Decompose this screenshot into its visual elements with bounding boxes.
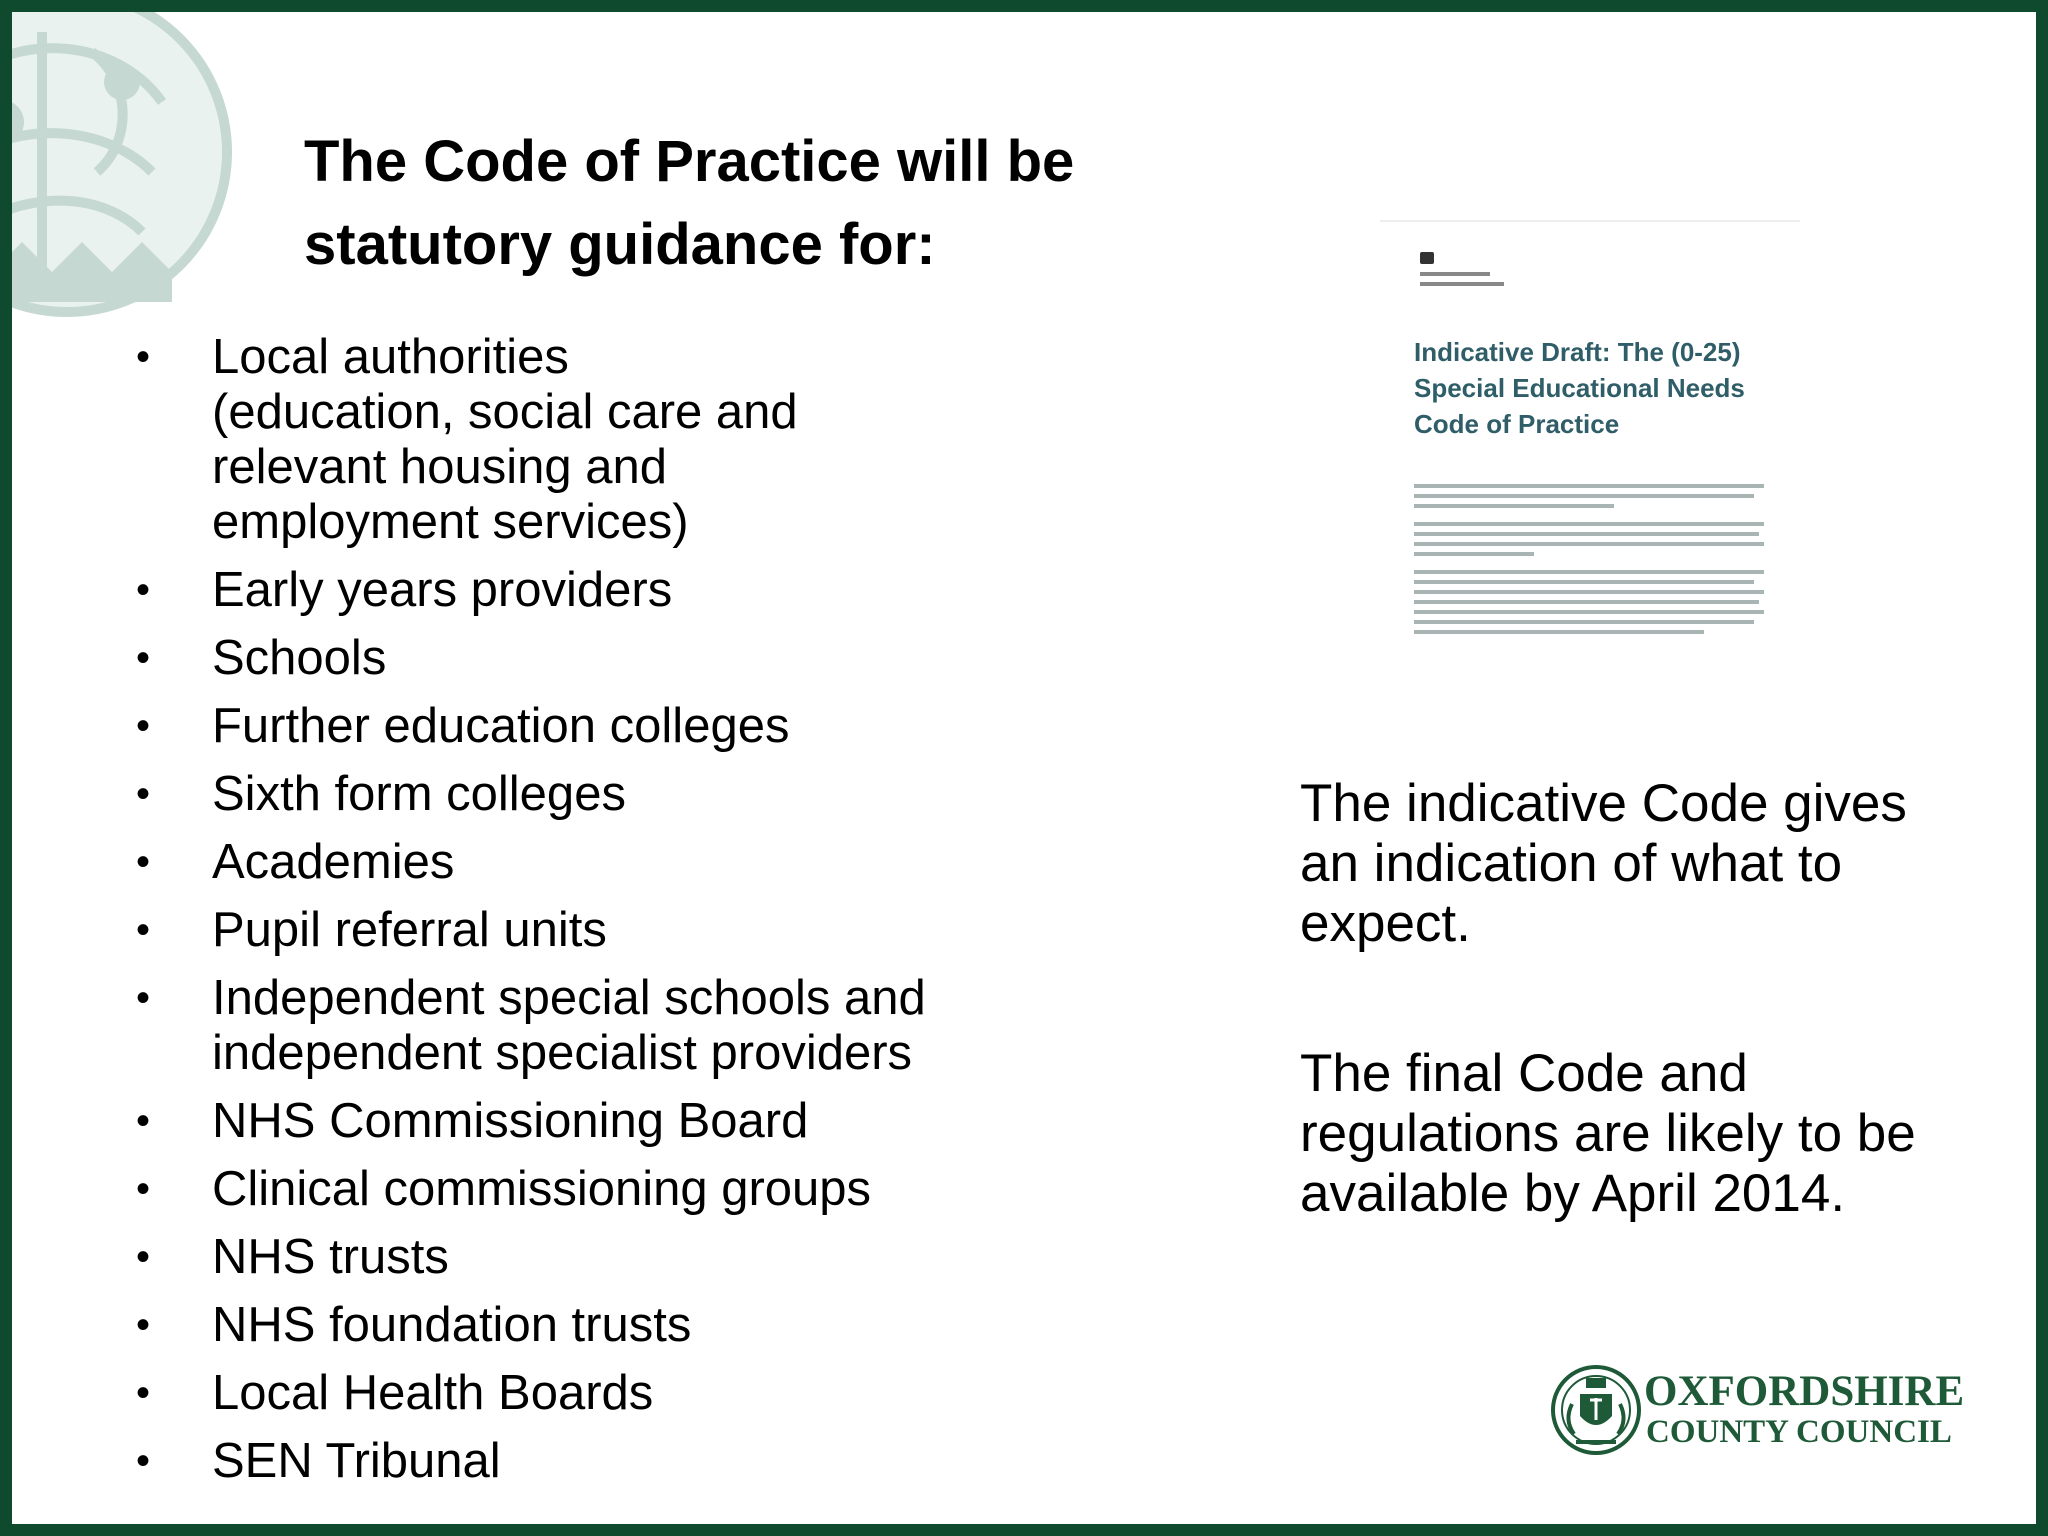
county-crest-emblem-icon <box>1550 1364 1642 1456</box>
list-item: • Local authorities (education, social care and relevant housing and employment services) <box>132 330 812 550</box>
list-item: • Sixth form colleges <box>132 767 1032 822</box>
document-text-line <box>1414 552 1534 556</box>
document-text-line <box>1414 590 1764 594</box>
list-item: • SEN Tribunal <box>132 1434 1032 1489</box>
indicative-code-note: The indicative Code gives an indication of what to expect. <box>1300 774 1907 953</box>
list-item: • Independent special schools and independent specialist providers <box>132 971 1012 1081</box>
document-text-line <box>1414 610 1764 614</box>
bullet-list <box>132 330 1032 1502</box>
document-text-line <box>1414 504 1614 508</box>
list-item: • Pupil referral units <box>132 903 1032 958</box>
document-text-line <box>1414 532 1759 536</box>
document-text-line <box>1414 620 1754 624</box>
document-text-line <box>1414 600 1759 604</box>
dfe-text-line <box>1420 272 1490 276</box>
list-item: • NHS Commissioning Board <box>132 1094 1032 1149</box>
list-item: • NHS trusts <box>132 1230 1032 1285</box>
logo-line-oxfordshire: OXFORDSHIRE <box>1644 1368 1965 1415</box>
document-cover-thumbnail <box>1380 220 1800 654</box>
document-text-line <box>1414 570 1764 574</box>
oxfordshire-county-council-logo <box>1550 1364 1970 1460</box>
dfe-text-line <box>1420 282 1504 286</box>
logo-line-county-council: COUNTY COUNCIL <box>1646 1414 1952 1450</box>
document-title: Indicative Draft: The (0-25) Special Educational Needs Code of Practice <box>1414 337 1745 439</box>
list-item: • Further education colleges <box>132 699 1032 754</box>
final-code-note: The final Code and regulations are likely to be available by April 2014. <box>1300 1044 1916 1223</box>
slide-title: The Code of Practice will be statutory guidance for: <box>304 129 1075 277</box>
crest-watermark-icon <box>0 0 242 332</box>
document-text-line <box>1414 494 1754 498</box>
document-text-line <box>1414 542 1764 546</box>
list-item: • Clinical commissioning groups <box>132 1162 1032 1217</box>
list-item: • NHS foundation trusts <box>132 1298 1032 1353</box>
list-item: • Academies <box>132 835 1032 890</box>
list-item: • Early years providers <box>132 563 1032 618</box>
dfe-crest-icon <box>1420 252 1434 264</box>
document-text-line <box>1414 580 1754 584</box>
list-item: • Schools <box>132 631 1032 686</box>
document-text-line <box>1414 484 1764 488</box>
document-text-line <box>1414 522 1764 526</box>
document-text-line <box>1414 630 1704 634</box>
list-item: • Local Health Boards <box>132 1366 1032 1421</box>
